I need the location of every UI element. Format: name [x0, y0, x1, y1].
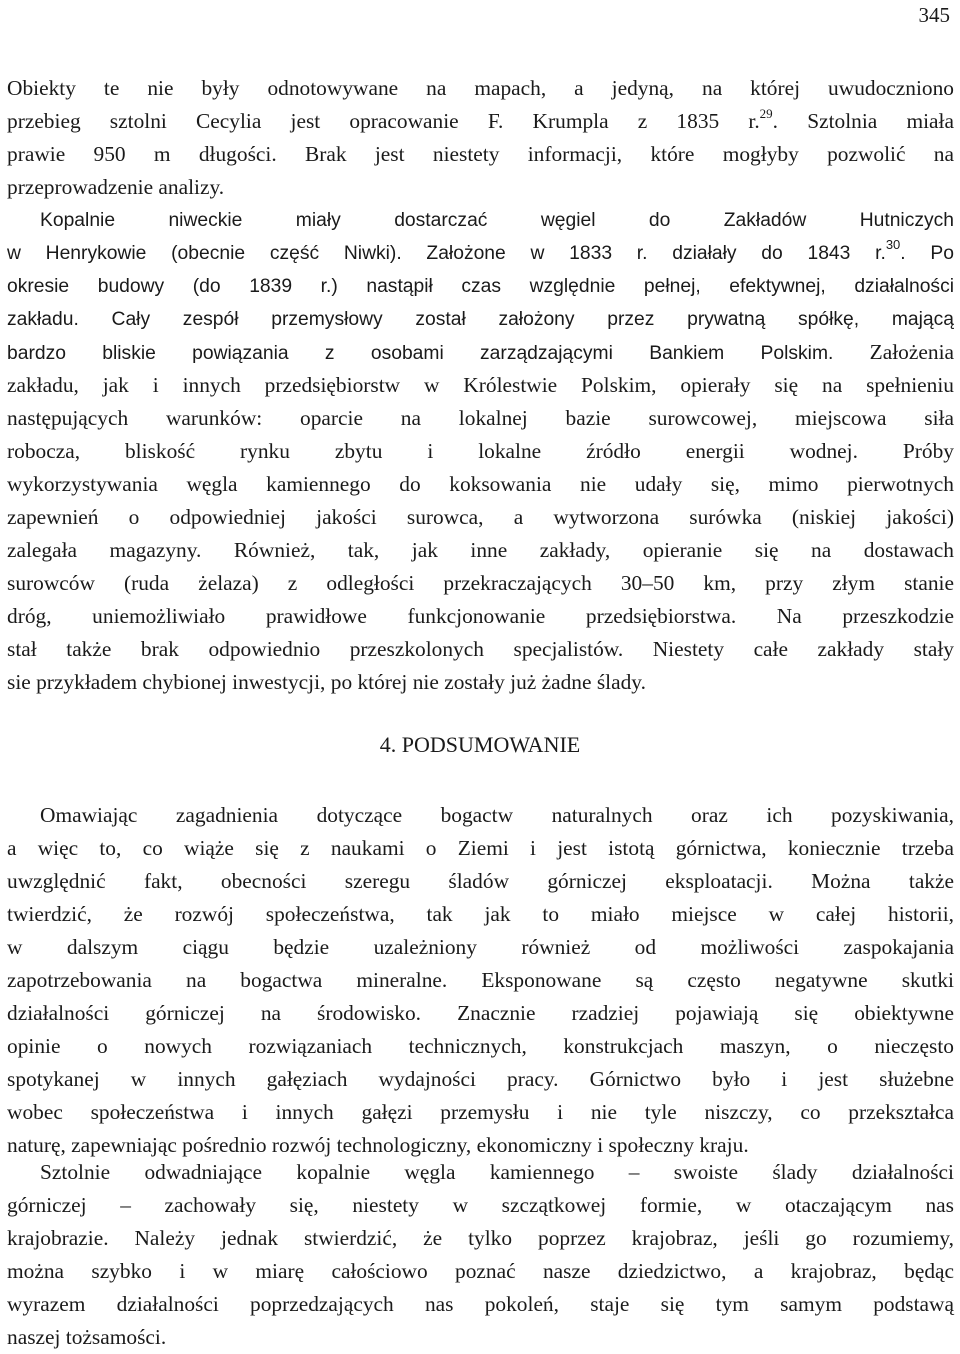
text-line: Omawiając zagadnienia dotyczące bogactw naturalnych oraz ich pozyskiwania, [40, 803, 954, 827]
text-line: górniczej – zachowały się, niestety w szczątkowej formie, w otaczającym nas [7, 1193, 954, 1217]
text-line: zapewnień o odpowiedniej jakości surowca, a wytworzona surówka (niskiej jakości) [7, 505, 954, 529]
text-line: można szybko i w miarę całościowo poznać nasze dziedzictwo, a krajobraz, będąc [7, 1259, 954, 1283]
text-line: a więc to, co wiąże się z naukami o Ziemi i jest istotą górnictwa, koniecznie trzeba [7, 836, 954, 860]
text-line: wyrazem działalności poprzedzających nas pokoleń, staje się tym samym podstawą [7, 1292, 954, 1316]
text-line: spotykanej w innych gałęziach wydajności pracy. Górnictwo było i jest służebne [7, 1067, 954, 1091]
text-line: wykorzystywania węgla kamiennego do koksowania nie udały się, mimo pierwotnych [7, 472, 954, 496]
text-line: uwzględnić fakt, obecności szeregu śladów górniczej eksploatacji. Można także [7, 869, 954, 893]
text-line: Sztolnie odwadniające kopalnie węgla kamiennego – swoiste ślady działalności [40, 1160, 954, 1184]
footnote-ref-30: 30 [885, 237, 901, 252]
paragraph-adits-landscape [7, 1156, 954, 1354]
text-line: przeprowadzenie analizy. [7, 175, 225, 199]
text-line: surowców (ruda żelaza) z odległości przekraczających 30–50 km, przy złym stanie [7, 571, 954, 595]
page-number: 345 [918, 3, 950, 27]
paragraph-enterprise-conditions [7, 369, 954, 699]
text-line: przebieg sztolni Cecylia jest opracowanie F. Krumpla z 1835 r.$^{29}$. Sztolnia miała [7, 106, 954, 133]
text-line: robocza, bliskość rynku zbytu i lokalne źródło energii wodnej. Próby [7, 439, 954, 463]
text-line: w Henrykowie (obecnie część Niwki). Założone w 1833 r. działały do 1843 r.$^{30}$. Po [7, 237, 954, 264]
text-line: naszej tożsamości. [7, 1325, 167, 1349]
text-line: wobec społeczeństwa i innych gałęzi przemysłu i nie tyle niszczy, co przekształca [7, 1100, 954, 1124]
text-line: krajobrazie. Należy jednak stwierdzić, że tylko poprzez krajobraz, jeśli go rozumiemy, [7, 1226, 954, 1250]
text-line: opinie o nowych rozwiązaniach technicznych, konstrukcjach maszyn, o nieczęsto [7, 1034, 954, 1058]
section-heading: 4. PODSUMOWANIE [379, 732, 581, 757]
paragraph-cecylia-adit [7, 72, 954, 204]
text-line: prawie 950 m długości. Brak jest niestety informacji, które mogłyby pozwolić na [7, 142, 954, 166]
text-line: następujących warunków: oparcie na lokalnej bazie surowcowej, miejscowa siła [7, 406, 954, 430]
text-line: Kopalnie niweckie miały dostarczać węgiel do Zakładów Hutniczych [40, 210, 954, 231]
paragraph-niwka-mines [7, 204, 954, 369]
text-line: twierdzić, że rozwój społeczeństwa, tak jak to miało miejsce w całej historii, [7, 902, 954, 926]
footnote-ref-29: 29 [759, 106, 773, 121]
paragraph-summary [7, 799, 954, 1162]
text-line: zakładu, jak i innych przedsiębiorstw w Królestwie Polskim, opierały się na spełnieniu [7, 373, 954, 397]
text-line: w dalszym ciągu będzie uzależniony również od możliwości zaspokajania [7, 935, 954, 959]
text-line: naturę, zapewniając pośrednio rozwój technologiczny, ekonomiczny i społeczny kraju. [7, 1133, 749, 1157]
text-line: zapotrzebowania na bogactwa mineralne. Eksponowane są często negatywne skutki [7, 968, 954, 992]
text-line: stał także brak odpowiednio przeszkolonych specjalistów. Niestety całe zakłady stały [7, 637, 954, 661]
text-line: sie przykładem chybionej inwestycji, po której nie zostały już żadne ślady. [7, 670, 646, 694]
text-line: zalegała magazyny. Również, tak, jak inne zakłady, opieranie się na dostawach [7, 538, 954, 562]
text-line: dróg, uniemożliwiało prawidłowe funkcjonowanie przedsiębiorstwa. Na przeszkodzie [7, 604, 954, 628]
text-line: okresie budowy (do 1839 r.) nastąpił czas względnie pełnej, efektywnej, działalności [7, 276, 954, 297]
text-line: zakładu. Cały zespół przemysłowy został założony przez prywatną spółkę, mającą [7, 309, 954, 330]
text-line: bardzo bliskie powiązania z osobami zarządzającymi Bankiem Polskim. Założenia [7, 340, 955, 364]
text-line: Obiekty te nie były odnotowywane na mapach, a jedyną, na której uwudoczniono [7, 76, 954, 100]
text-line: działalności górniczej na środowisko. Znacznie rzadziej pojawiają się obiektywne [7, 1001, 954, 1025]
